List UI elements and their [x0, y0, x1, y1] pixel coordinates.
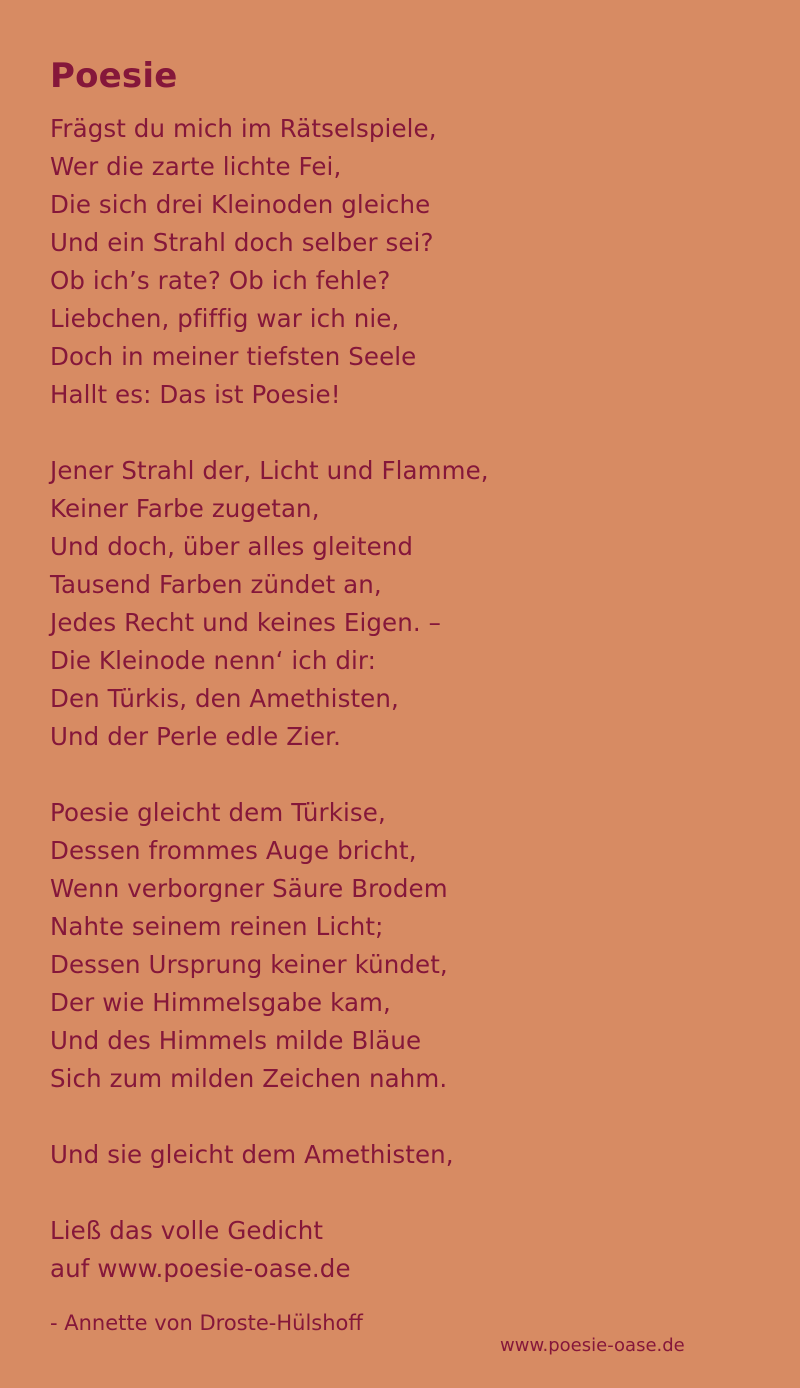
- site-watermark: www.poesie-oase.de: [500, 1335, 685, 1356]
- poem-line: Frägst du mich im Rätselspiele,: [50, 114, 437, 143]
- poem-line: Poesie gleicht dem Türkise,: [50, 798, 386, 827]
- poem-line: Und sie gleicht dem Amethisten,: [50, 1140, 454, 1169]
- poem-line: Tausend Farben zündet an,: [50, 570, 382, 599]
- poem-line: Dessen Ursprung keiner kündet,: [50, 950, 448, 979]
- stanza-3: [50, 794, 448, 1098]
- stanza-2: [50, 452, 489, 756]
- poem-line: Und doch, über alles gleitend: [50, 532, 414, 561]
- poem-line: Und ein Strahl doch selber sei?: [50, 228, 434, 257]
- poem-line: Und des Himmels milde Bläue: [50, 1026, 422, 1055]
- poem-line: Keiner Farbe zugetan,: [50, 494, 320, 523]
- stanza-4: [50, 1136, 454, 1174]
- stanza-1: [50, 110, 437, 414]
- poem-line: Ob ich’s rate? Ob ich fehle?: [50, 266, 391, 295]
- poem-line: Hallt es: Das ist Poesie!: [50, 380, 341, 409]
- poem-line: Die Kleinode nenn‘ ich dir:: [50, 646, 376, 675]
- read-more-note: [50, 1212, 351, 1288]
- poem-line: Die sich drei Kleinoden gleiche: [50, 190, 431, 219]
- poem-line: Dessen frommes Auge bricht,: [50, 836, 417, 865]
- poem-line: Sich zum milden Zeichen nahm.: [50, 1064, 448, 1093]
- poem-line: Und der Perle edle Zier.: [50, 722, 341, 751]
- poem-line: Jedes Recht und keines Eigen. –: [50, 608, 441, 637]
- poem-line: Nahte seinem reinen Licht;: [50, 912, 384, 941]
- poem-line: Liebchen, pfiffig war ich nie,: [50, 304, 400, 333]
- read-more-line: Ließ das volle Gedicht: [50, 1216, 324, 1245]
- poem-line: Den Türkis, den Amethisten,: [50, 684, 399, 713]
- poem-author: - Annette von Droste-Hülshoff: [50, 1311, 363, 1335]
- poem-line: Wenn verborgner Säure Brodem: [50, 874, 448, 903]
- poem-line: Wer die zarte lichte Fei,: [50, 152, 342, 181]
- read-more-link[interactable]: auf www.poesie-oase.de: [50, 1254, 351, 1283]
- poem-line: Jener Strahl der, Licht und Flamme,: [50, 456, 489, 485]
- poem-line: Doch in meiner tiefsten Seele: [50, 342, 417, 371]
- poem-title: Poesie: [50, 56, 178, 96]
- poem-line: Der wie Himmelsgabe kam,: [50, 988, 391, 1017]
